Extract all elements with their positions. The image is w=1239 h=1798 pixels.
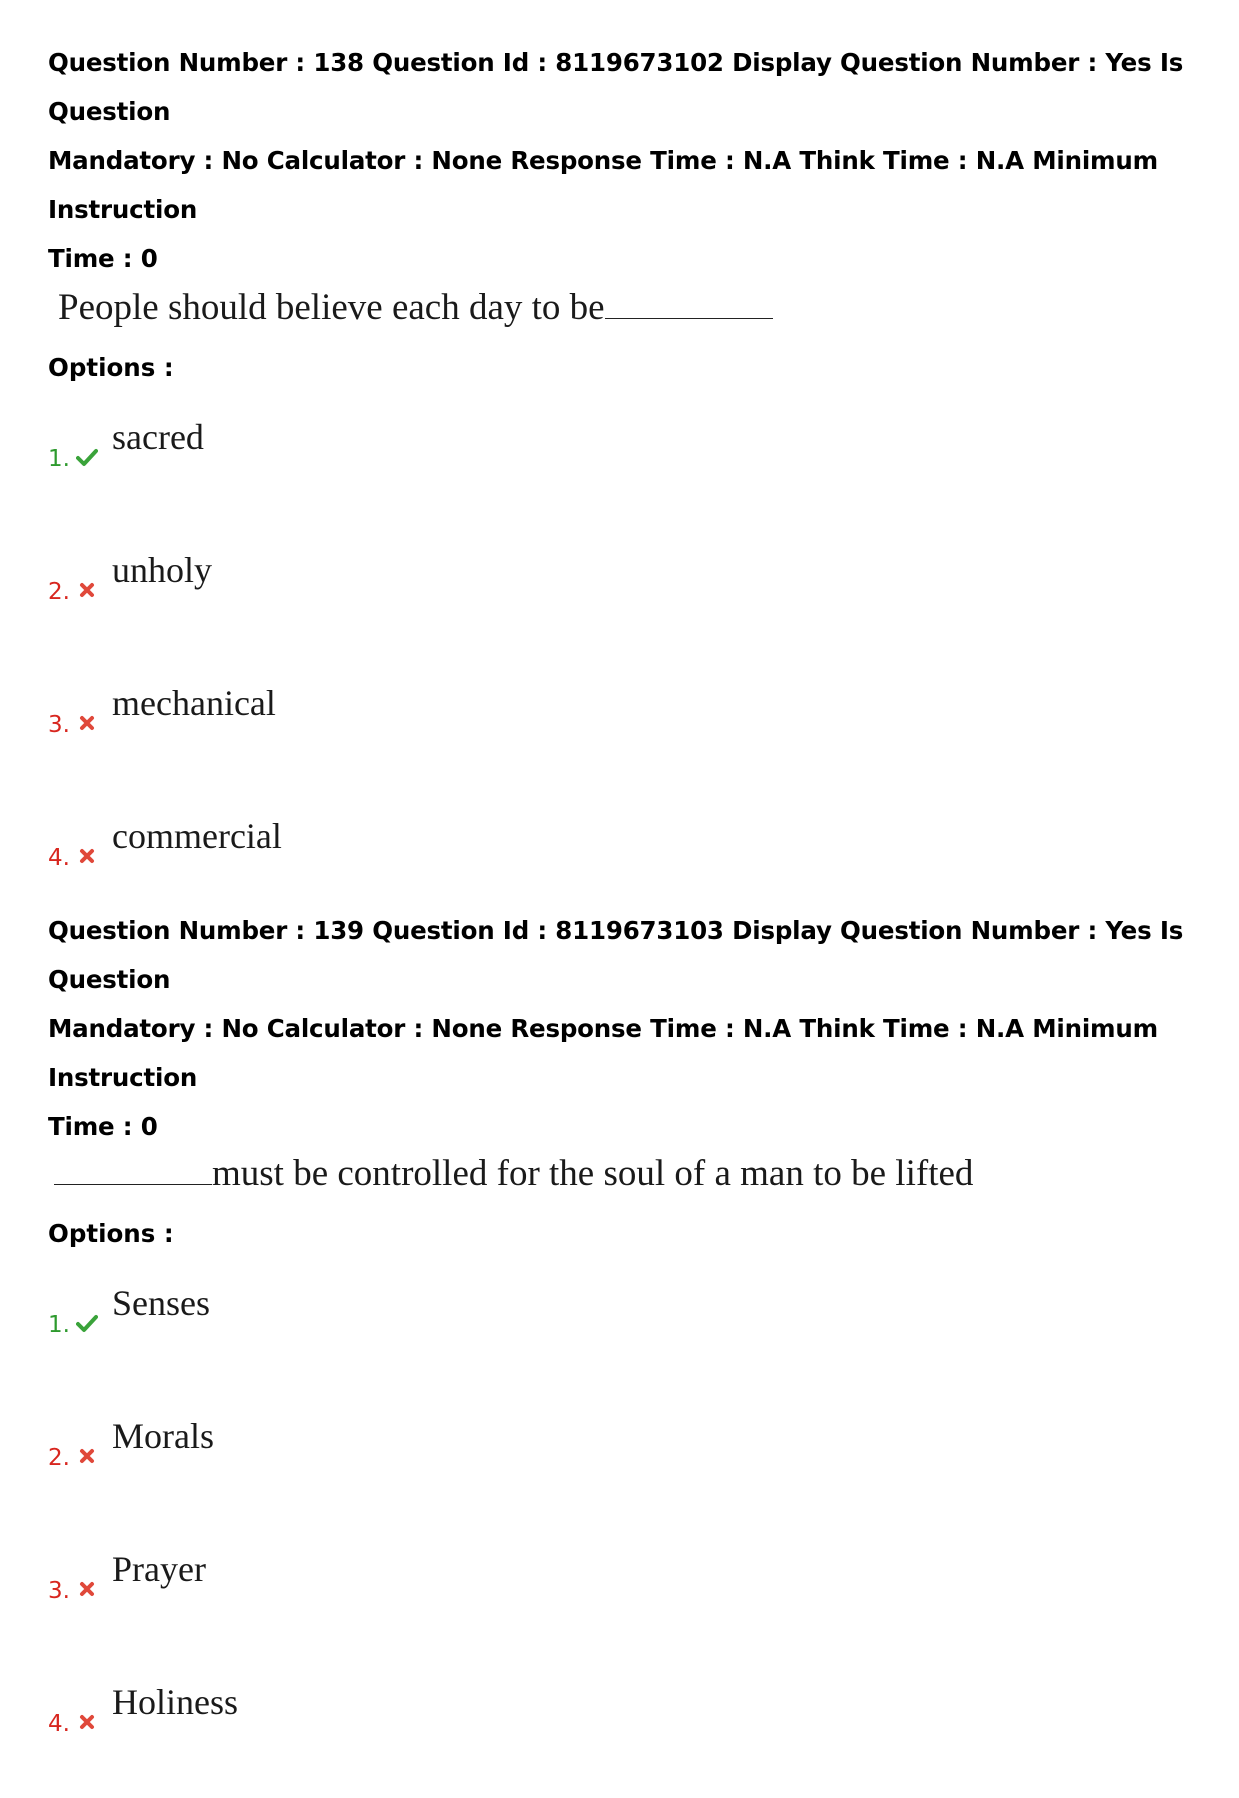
question-stem [58,286,1208,329]
option-item[interactable] [48,533,1208,666]
stem-text: People should believe each day to be [58,287,605,328]
options-label: Options : [48,353,174,382]
question-meta-line: Time : 0 [48,244,158,273]
cross-icon [76,1578,98,1600]
option-text: Prayer [112,1549,206,1589]
question-meta-line: Question Number : 138 Question Id : 8119673102 Display Question Number : Yes Is Question [48,48,1184,126]
question-meta-line: Time : 0 [48,1112,158,1141]
checkmark-icon [76,1312,98,1334]
option-number: 4. [48,845,70,871]
cross-icon [76,1711,98,1733]
cross-icon [76,712,98,734]
options-label: Options : [48,1219,174,1248]
option-number: 4. [48,1711,70,1737]
question-meta-line: Mandatory : No Calculator : None Response Time : N.A Think Time : N.A Minimum Instruction [48,146,1158,224]
option-number: 3. [48,712,70,738]
question-meta-line: Question Number : 139 Question Id : 8119673103 Display Question Number : Yes Is Question [48,916,1184,994]
fill-in-blank [605,288,773,319]
option-item[interactable] [48,1532,1208,1665]
option-item[interactable] [48,400,1208,533]
option-number: 2. [48,579,70,605]
option-text: Morals [112,1416,214,1456]
cross-icon [76,845,98,867]
option-item[interactable] [48,1399,1208,1532]
option-text: Holiness [112,1682,238,1722]
question-meta-line: Mandatory : No Calculator : None Response Time : N.A Think Time : N.A Minimum Instruction [48,1014,1158,1092]
question-stem [54,1152,1208,1195]
option-text: commercial [112,816,282,856]
stem-text: must be controlled for the soul of a man to be lifted [212,1153,974,1194]
option-item[interactable] [48,1266,1208,1399]
option-number: 2. [48,1445,70,1471]
option-item[interactable] [48,666,1208,799]
option-item[interactable] [48,1665,1208,1798]
option-number: 3. [48,1578,70,1604]
question-block [48,906,1208,1798]
option-text: mechanical [112,683,276,723]
fill-in-blank [54,1154,212,1185]
option-number: 1. [48,1312,70,1338]
option-text: sacred [112,417,204,457]
cross-icon [76,1445,98,1467]
cross-icon [76,579,98,601]
question-block [48,38,1208,932]
option-number: 1. [48,446,70,472]
checkmark-icon [76,446,98,468]
option-text: Senses [112,1283,210,1323]
option-text: unholy [112,550,213,590]
